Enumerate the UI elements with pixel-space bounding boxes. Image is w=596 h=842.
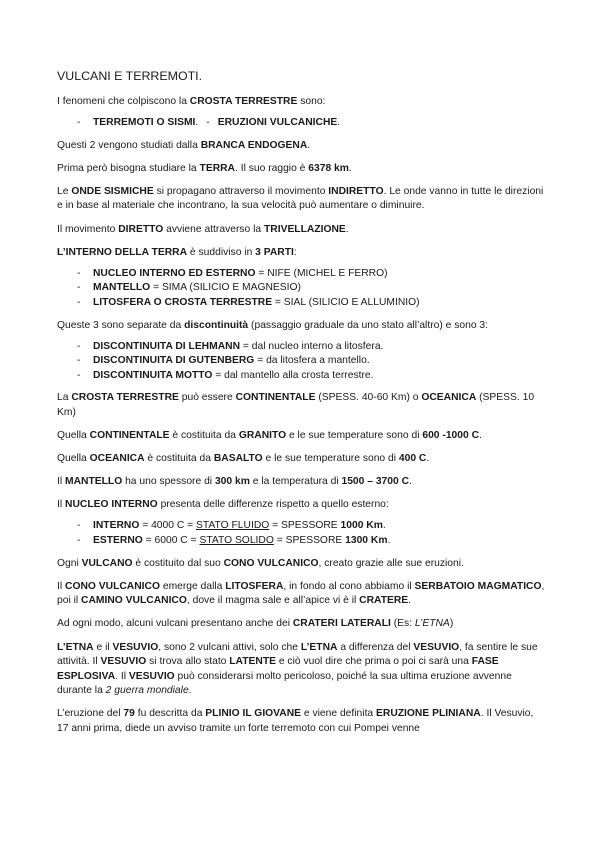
paragraph-crust-phenomena: I fenomeni che colpiscono la CROSTA TERRESTRE sono: — [57, 96, 326, 107]
paragraph-earth-interior: L’INTERNO DELLA TERRA è suddiviso in 3 PARTI: — [57, 246, 297, 258]
list-item: - MANTELLO = SIMA (SILICIO E MAGNESIO) — [77, 282, 301, 294]
list-item: - ESTERNO = 6000 C = STATO SOLIDO = SPESSORE 1300 Km. — [77, 535, 391, 547]
paragraph-direct-movement: Il movimento DIRETTO avviene attraverso la TRIVELLAZIONE. — [57, 223, 349, 235]
dash-bullet: - — [77, 117, 81, 129]
page-title: VULCANI E TERREMOTI. — [57, 69, 203, 83]
paragraph-seismic-waves: Le ONDE SISMICHE si propagano attraverso il movimento INDIRETTO. Le onde vanno in tutte le direzioni e in base al materiale che incontrano, la sua velocità può aumentare o diminuire. — [57, 185, 544, 212]
list-item: - LITOSFERA O CROSTA TERRESTRE = SIAL (SILICIO E ALLUMINIO) — [77, 296, 420, 308]
list-item: - DISCONTINUITA DI GUTENBERG = da litosfera a mantello. — [77, 355, 370, 367]
paragraph-etna-vesuvio: L’ETNA e il VESUVIO, sono 2 vulcani attivi, solo che L’ETNA a differenza del VESUVIO, fa sentire le sue attività. Il VESUVIO si trova allo stato LATENTE e ciò vuol dire che prima o poi ci sarà una FASE ESPLOSIVA. Il VESUVIO può considerarsi molto pericoloso, poiché la sua ultima eruzione avvenne durante la 2 guerra mondiale. — [57, 641, 538, 697]
paragraph-lateral-craters: Ad ogni modo, alcuni vulcani presentano anche dei CRATERI LATERALI (Es: L’ETNA) — [57, 618, 454, 630]
list-item: - TERREMOTI O SISMI. - ERUZIONI VULCANICHE. — [77, 116, 547, 131]
list-core — [57, 519, 547, 548]
paragraph-continental: Quella CONTINENTALE è costituita da GRANITO e le sue temperature sono di 600 -1000 C. — [57, 430, 482, 442]
list-earth-layers — [57, 267, 547, 311]
paragraph-discontinuities: Queste 3 sono separate da discontinuità (passaggio graduale da uno stato all’altro) e sono 3: — [57, 319, 489, 331]
list-item: - INTERNO = 4000 C = STATO FLUIDO = SPESSORE 1000 Km. — [77, 520, 386, 532]
paragraph-oceanic: Quella OCEANICA è costituita da BASALTO e le sue temperature sono di 400 C. — [57, 453, 430, 465]
paragraph-branch: Questi 2 vengono studiati dalla BRANCA ENDOGENA. — [57, 139, 311, 151]
list-phenomena — [57, 116, 547, 131]
paragraph-volcanic-cone: Il CONO VULCANICO emerge dalla LITOSFERA, in fondo al cono abbiamo il SERBATOIO MAGMATICO, poi il CAMINO VULCANICO, dove il magma sale e all’apice vi è il CRATERE. — [57, 580, 545, 607]
paragraph-crust-types: La CROSTA TERRESTRE può essere CONTINENTALE (SPESS. 40-60 Km) o OCEANICA (SPESS. 10 Km) — [57, 392, 535, 418]
paragraph-earth-radius: Prima però bisogna studiare la TERRA. Il suo raggio è 6378 km. — [57, 162, 352, 174]
list-discontinuities — [57, 340, 547, 384]
paragraph-mantle: Il MANTELLO ha uno spessore di 300 km e la temperatura di 1500 – 3700 C. — [57, 476, 412, 488]
paragraph-volcano: Ogni VULCANO è costituito dal suo CONO VULCANICO, creato grazie alle sue eruzioni. — [57, 557, 464, 569]
document-body — [57, 68, 547, 745]
list-item: - NUCLEO INTERNO ED ESTERNO = NIFE (MICHEL E FERRO) — [77, 267, 388, 279]
paragraph-eruption-79: L’eruzione del 79 fu descritta da PLINIO IL GIOVANE e viene definita ERUZIONE PLINIANA. Il Vesuvio, 17 anni prima, diede un avviso tramite un forte terremoto con cui Pompei venne — [57, 708, 534, 734]
list-item: - DISCONTINUITA DI LEHMANN = dal nucleo interno a litosfera. — [77, 340, 384, 352]
list-item: - DISCONTINUITA MOTTO = dal mantello alla crosta terrestre. — [77, 369, 374, 381]
paragraph-core: Il NUCLEO INTERNO presenta delle differenze rispetto a quello esterno: — [57, 499, 389, 511]
